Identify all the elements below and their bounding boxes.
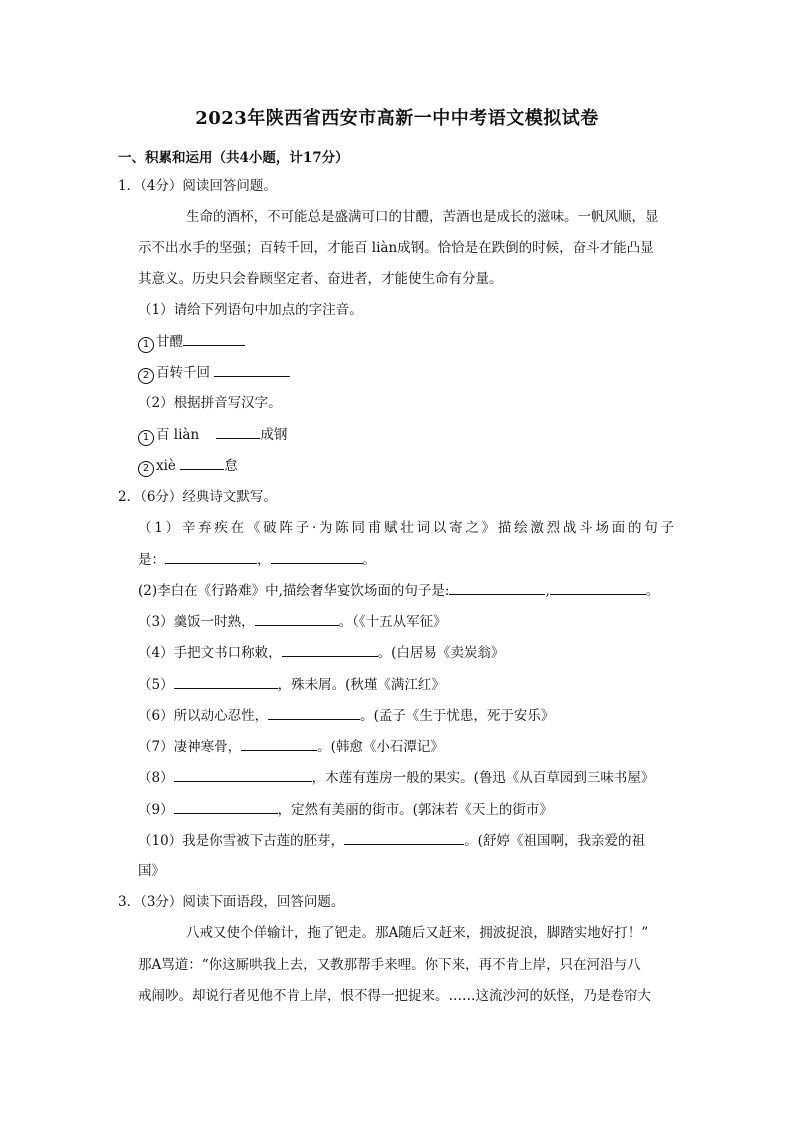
q2-line-8 (138, 767, 654, 788)
q2-line-10-prefix: （10）我是你雪被下古莲的胚芽， (138, 833, 345, 849)
circled-number-2: 2 (138, 461, 154, 477)
answer-blank[interactable] (255, 611, 339, 626)
q2-line-10 (138, 830, 645, 851)
answer-blank[interactable] (180, 455, 224, 470)
answer-blank[interactable] (214, 362, 290, 377)
answer-blank[interactable] (174, 767, 312, 782)
answer-blank[interactable] (174, 674, 278, 689)
answer-blank[interactable] (165, 549, 257, 564)
q2-line-4-suffix: 。(白居易《卖炭翁》 (377, 645, 505, 661)
q2-line-3-suffix: 。（《十五从军征》 (338, 614, 447, 630)
q3-passage-line-3: 戒闹吵。却说行者见他不肯上岸，恨不得一把捉来。……这流沙河的妖怪，乃是卷帘大 (138, 988, 651, 1004)
q1-item-3-tail: 成钢 (260, 427, 288, 443)
page-title: 2023年陕西省西安市高新一中中考语文模拟试卷 (195, 108, 599, 129)
answer-blank[interactable] (449, 580, 545, 595)
q2-line-6-prefix: （6）所以动心忍性， (138, 708, 269, 724)
q2-line-5-prefix: （5） (138, 677, 174, 693)
comma: , (545, 583, 550, 599)
answer-blank[interactable] (183, 331, 245, 346)
q1-sub-question-2: （2）根据拼音写汉字。 (138, 395, 282, 411)
question-2-stem: 2．（6分）经典诗文默写。 (118, 489, 277, 505)
q2-line-8-prefix: （8） (138, 770, 174, 786)
q2-line-2 (138, 580, 659, 601)
question-1-stem: 1．（4分）阅读回答问题。 (118, 178, 277, 194)
answer-blank[interactable] (268, 705, 360, 720)
q1-item-4 (138, 455, 238, 477)
q2-line-5-suffix: ，殊未屑。(秋瑾《满江红》 (277, 677, 445, 693)
q2-line-7 (138, 736, 444, 757)
circled-number-1: 1 (138, 337, 154, 353)
q3-passage-line-2: 那A骂道：“你这厮哄我上去，又教那帮手来哩。你下来，再不肯上岸，只在河沿与八 (138, 957, 641, 973)
section-heading: 一、积累和运用（共4小题，计17分） (118, 150, 349, 166)
q2-line-3-prefix: （3）羹饭一时熟， (138, 614, 255, 630)
q1-item-2 (138, 362, 290, 384)
q1-item-3 (138, 424, 287, 446)
q1-item-3-pinyin: 百 liàn (156, 427, 200, 443)
answer-blank[interactable] (550, 580, 646, 595)
q1-item-4-pinyin: xiè (156, 458, 176, 474)
q2-line-9 (138, 799, 553, 820)
answer-blank[interactable] (241, 736, 317, 751)
q2-line-8-suffix: ，木莲有莲房一般的果实。(鲁迅《从百草园到三味书屋》 (311, 770, 655, 786)
q2-line-2-prefix: (2)李白在《行路难》中,描绘奢华宴饮场面的句子是: (138, 583, 450, 599)
q2-line-4 (138, 642, 504, 663)
period: 。 (645, 583, 660, 599)
q2-line-5 (138, 674, 445, 695)
q2-line-1-continued (138, 549, 376, 570)
answer-blank[interactable] (174, 799, 278, 814)
q2-line-9-prefix: （9） (138, 802, 174, 818)
q2-line-4-prefix: （4）手把文书口称敕， (138, 645, 282, 661)
q1-passage-line-2: 示不出水手的坚强；百转千回，才能百 liàn成钢。恰恰是在跌倒的时候，奋斗才能凸显 (138, 240, 654, 256)
q1-item-1 (138, 331, 245, 353)
q1-item-1-text: 甘醴 (156, 334, 183, 350)
q1-passage-line-1: 生命的酒杯，不可能总是盛满可口的甘醴，苦酒也是成长的滋味。一帆风顺，显 (186, 209, 659, 225)
circled-number-1: 1 (138, 430, 154, 446)
answer-blank[interactable] (271, 549, 363, 564)
q3-passage-line-1: 八戒又使个佯输计，拖了钯走。那A随后又赶来，拥波捉浪，脚踏实地好打！” (186, 925, 649, 941)
q1-item-2-text: 百转千回 (156, 365, 210, 381)
q2-line-6 (138, 705, 554, 726)
q2-line-10-continued: 国》 (138, 863, 165, 879)
q2-line-7-suffix: 。(韩愈《小石潭记》 (317, 739, 444, 755)
q2-line-1b-prefix: 是： (138, 552, 165, 568)
question-3-stem: 3．（3分）阅读下面语段，回答问题。 (118, 894, 345, 910)
comma: ， (257, 552, 271, 568)
answer-blank[interactable] (216, 424, 260, 439)
answer-blank[interactable] (282, 642, 378, 657)
q2-line-1: （1）辛弃疾在《破阵子·为陈同甫赋壮词以寄之》描绘激烈战斗场面的句子 (138, 520, 674, 536)
q1-passage-line-3: 其意义。历史只会眷顾坚定者、奋进者，才能使生命有分量。 (138, 271, 503, 287)
q2-line-7-prefix: （7）凄神寒骨， (138, 739, 242, 755)
q1-item-4-tail: 怠 (224, 458, 238, 474)
period: 。 (362, 552, 376, 568)
answer-blank[interactable] (344, 830, 464, 845)
q1-sub-question-1: （1）请给下列语句中加点的字注音。 (138, 302, 363, 318)
q2-line-10-suffix: 。(舒婷《祖国啊，我亲爱的祖 (464, 833, 645, 849)
q2-line-6-suffix: 。(孟子《生于忧患，死于安乐》 (360, 708, 555, 724)
q2-line-9-suffix: ，定然有美丽的街市。(郭沫若《天上的街市》 (277, 802, 553, 818)
circled-number-2: 2 (138, 368, 154, 384)
q2-line-3 (138, 611, 447, 632)
